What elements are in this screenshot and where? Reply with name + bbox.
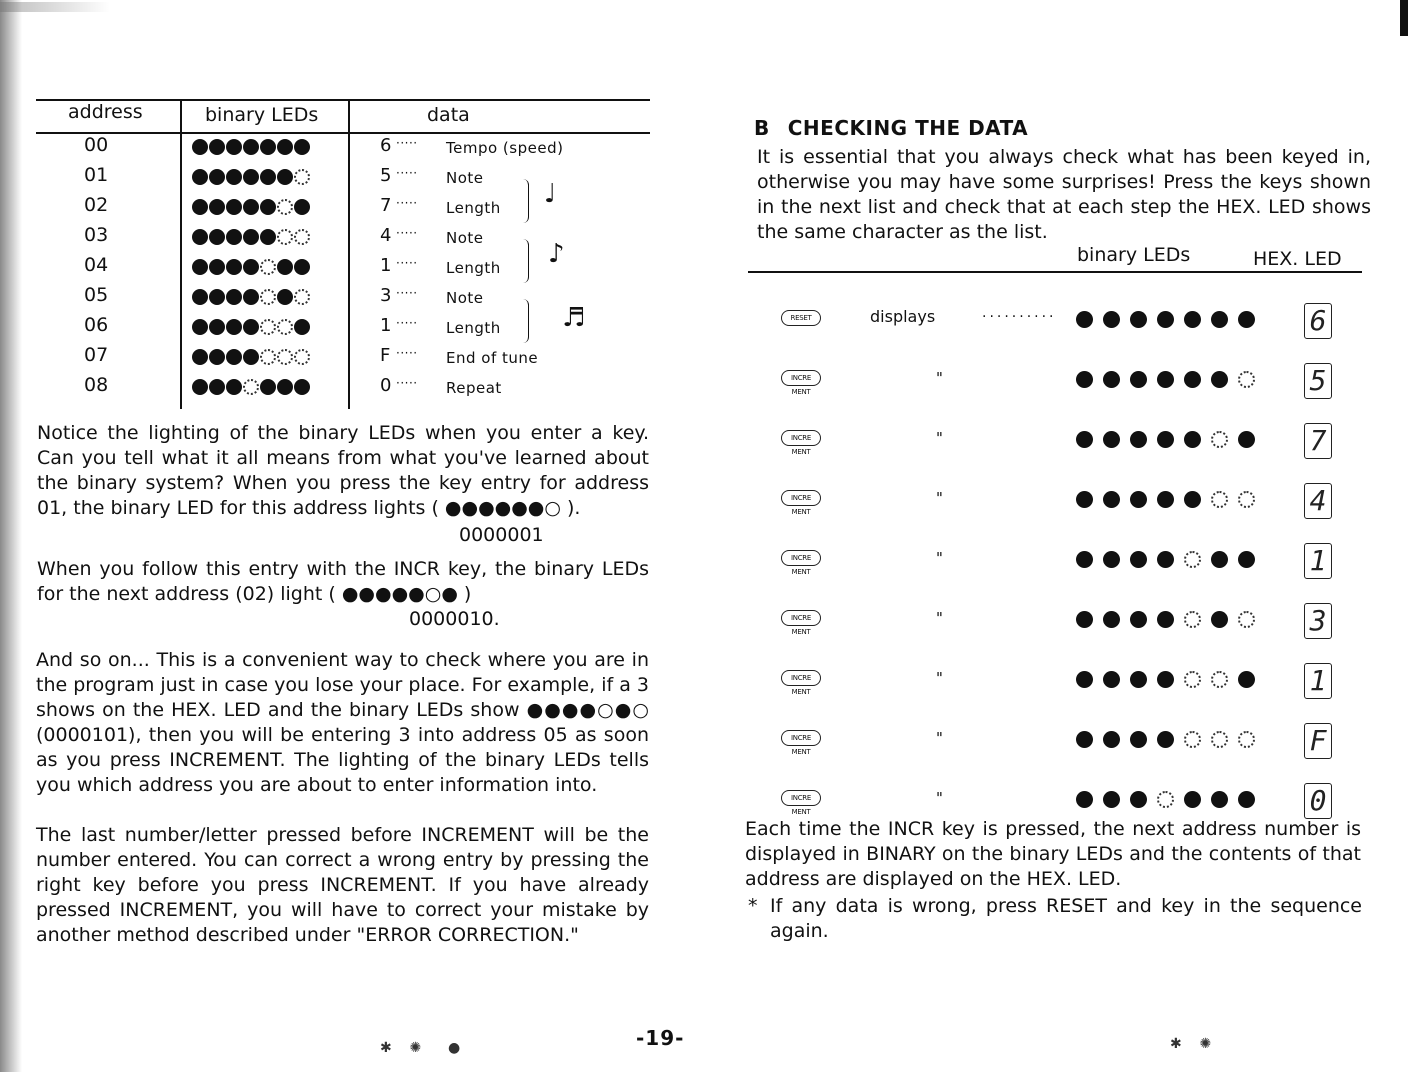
led-on (1157, 491, 1174, 508)
led-on (209, 319, 225, 335)
led-on (260, 139, 276, 155)
paragraph-outro: Each time the INCR key is pressed, the next address number is displayed in BINARY on the binary LEDs and the contents of that address are displayed on the HEX. LED. (745, 818, 1361, 890)
table-data-desc: Length (446, 259, 501, 277)
scan-mark-right (1400, 0, 1408, 36)
leader-dots: ····· (396, 136, 418, 150)
led-on (1130, 791, 1147, 808)
binary-value-02: 0000010. (409, 608, 500, 630)
led-on (209, 349, 225, 365)
led-on (1076, 371, 1093, 388)
led-on (1103, 731, 1120, 748)
led-on (209, 169, 225, 185)
led-on (1238, 431, 1255, 448)
leader-dots: ····· (396, 376, 418, 390)
table-data-value: 5 (380, 165, 392, 186)
leader-dots: ····· (396, 196, 418, 210)
table-data-desc: Length (446, 199, 501, 217)
led-on (209, 199, 225, 215)
table-data-desc: End of tune (446, 349, 539, 367)
hex-led-display: 6 (1304, 303, 1332, 339)
header-hex-led: HEX. LED (1253, 248, 1342, 270)
led-on (1157, 551, 1174, 568)
led-on (226, 139, 242, 155)
led-on (277, 259, 293, 275)
led-on (1130, 371, 1147, 388)
led-on (294, 199, 310, 215)
sequence-binary-leds (1076, 611, 1255, 628)
ditto-mark: " (936, 669, 943, 687)
sequence-binary-leds (1076, 311, 1255, 328)
led-off (277, 319, 293, 335)
ditto-mark: " (936, 429, 943, 447)
led-off (1184, 731, 1201, 748)
led-on (1103, 611, 1120, 628)
table-data-value: 4 (380, 225, 392, 246)
table-binary-leds (192, 379, 310, 395)
led-on (294, 139, 310, 155)
table-address: 00 (84, 134, 109, 156)
table-data-value: 0 (380, 375, 392, 396)
leader-dots: .......... (982, 305, 1057, 321)
table-address: 06 (84, 314, 109, 336)
sequence-binary-leds (1076, 491, 1255, 508)
table-address: 03 (84, 224, 109, 246)
table-address: 08 (84, 374, 109, 396)
note-reset (748, 894, 1362, 944)
led-on (1211, 551, 1228, 568)
led-on (192, 319, 208, 335)
hex-led-display: 4 (1304, 483, 1332, 519)
led-on (1076, 611, 1093, 628)
right-header-rule (748, 271, 1362, 273)
led-on (226, 229, 242, 245)
ditto-mark: " (936, 489, 943, 507)
led-on (226, 319, 242, 335)
led-off (1211, 431, 1228, 448)
led-on (209, 379, 225, 395)
led-on (226, 379, 242, 395)
led-on (294, 379, 310, 395)
sequence-binary-leds (1076, 731, 1255, 748)
table-data-desc: Note (446, 169, 484, 187)
leader-dots: ····· (396, 166, 418, 180)
led-off (260, 289, 276, 305)
led-on (226, 289, 242, 305)
table-divider-1 (180, 99, 182, 409)
half-note-icon: ♩ (544, 179, 557, 209)
led-off (1211, 671, 1228, 688)
led-on (243, 169, 259, 185)
note-star: * (748, 895, 758, 917)
table-address: 01 (84, 164, 109, 186)
sixteenth-note-icon: ♬ (562, 303, 586, 333)
scan-smudge (0, 2, 110, 12)
hex-led-display: 0 (1304, 783, 1332, 819)
led-on (1238, 671, 1255, 688)
led-on (243, 349, 259, 365)
led-on (277, 289, 293, 305)
table-binary-leds (192, 349, 310, 365)
note-text: If any data is wrong, press RESET and key in the sequence again. (770, 895, 1362, 942)
led-on (1103, 551, 1120, 568)
paragraph-binary-leds: Notice the lighting of the binary LEDs when you enter a key. Can you tell what it all means from what you've learned about the binary system? When you press the key entry for address 01, the binary LED for this address lights ( ●●●●●●○ ). (37, 422, 649, 519)
leader-dots: ····· (396, 286, 418, 300)
led-on (1157, 671, 1174, 688)
paragraph-incr-key: When you follow this entry with the INCR key, the binary LEDs for the next address (02) light ( ●●●●●○● ) (37, 558, 649, 605)
displays-label: displays (870, 307, 936, 326)
leader-dots: ····· (396, 256, 418, 270)
led-on (209, 139, 225, 155)
led-on (1103, 371, 1120, 388)
led-off (294, 349, 310, 365)
led-on (1130, 671, 1147, 688)
led-on (226, 169, 242, 185)
table-data-desc: Note (446, 229, 484, 247)
paragraph-and-so-on: And so on... This is a convenient way to check where you are in the program just in case you lose your place. For example, if a 3 shows on the HEX. LED and the binary LEDs show ●●●●○●○ (0000101), then you will be entering 3 into address 05 as soon as you press INCREMENT. The lighting of the binary LEDs tells you which address you are about to enter information into. (36, 649, 649, 796)
led-on (226, 199, 242, 215)
ditto-mark: " (936, 369, 943, 387)
brace-1 (522, 179, 529, 223)
led-off (260, 259, 276, 275)
led-on (243, 139, 259, 155)
table-data-value: 6 (380, 135, 392, 156)
led-off (1238, 611, 1255, 628)
led-on (243, 319, 259, 335)
led-on (226, 259, 242, 275)
sequence-binary-leds (1076, 671, 1255, 688)
table-binary-leds (192, 139, 310, 155)
table-divider-2 (348, 99, 350, 409)
led-off (260, 319, 276, 335)
increment-key-icon: INCRE MENT (781, 430, 821, 446)
page-number: -19- (636, 1026, 685, 1050)
scan-specks: ✱ ✺ ● (380, 1040, 461, 1056)
hex-led-display: F (1304, 723, 1332, 759)
led-on (1184, 791, 1201, 808)
ditto-mark: " (936, 729, 943, 747)
table-data-value: 7 (380, 195, 392, 216)
led-on (1157, 371, 1174, 388)
led-off (1238, 491, 1255, 508)
increment-key-icon: INCRE MENT (781, 610, 821, 626)
led-on (1211, 311, 1228, 328)
led-on (243, 259, 259, 275)
led-on (192, 139, 208, 155)
led-on (1211, 611, 1228, 628)
paragraph-intro: It is essential that you always check what has been keyed in, otherwise you may have some surprises! Press the keys shown in the next list and check that at each step the HEX. LED shows the same character as the list. (757, 146, 1371, 243)
table-data-desc: Length (446, 319, 501, 337)
led-off (243, 379, 259, 395)
led-on (277, 169, 293, 185)
led-on (209, 259, 225, 275)
hex-led-display: 1 (1304, 663, 1332, 699)
table-binary-leds (192, 319, 310, 335)
led-on (192, 289, 208, 305)
table-data-desc: Repeat (446, 379, 502, 397)
section-title: CHECKING THE DATA (787, 116, 1029, 140)
table-address: 04 (84, 254, 109, 276)
led-on (1157, 731, 1174, 748)
led-on (260, 229, 276, 245)
led-off (277, 229, 293, 245)
led-on (1238, 311, 1255, 328)
led-off (277, 199, 293, 215)
ditto-mark: " (936, 549, 943, 567)
led-on (1076, 791, 1093, 808)
led-on (1076, 731, 1093, 748)
led-on (277, 139, 293, 155)
table-binary-leds (192, 289, 310, 305)
led-on (1130, 431, 1147, 448)
sequence-binary-leds (1076, 551, 1255, 568)
led-on (1076, 671, 1093, 688)
table-binary-leds (192, 199, 310, 215)
led-on (294, 259, 310, 275)
led-off (260, 349, 276, 365)
led-on (192, 229, 208, 245)
led-on (209, 289, 225, 305)
led-on (192, 259, 208, 275)
ditto-mark: " (936, 789, 943, 807)
led-on (1130, 551, 1147, 568)
led-on (1130, 491, 1147, 508)
hex-led-display: 1 (1304, 543, 1332, 579)
hex-led-display: 3 (1304, 603, 1332, 639)
led-off (1184, 611, 1201, 628)
binary-value-01: 0000001 (459, 524, 544, 546)
hex-led-display: 7 (1304, 423, 1332, 459)
header-address: address (68, 101, 143, 123)
led-off (1238, 731, 1255, 748)
led-on (1130, 311, 1147, 328)
reset-key-icon: RESET (781, 310, 821, 326)
paragraph-last-number: The last number/letter pressed before INCREMENT will be the number entered. You can correct a wrong entry by pressing the right key before you press INCREMENT. If you have already pressed INCREMENT, you will have to correct your mistake by another method described under "ERROR CORRECTION." (36, 824, 649, 946)
led-on (1238, 551, 1255, 568)
led-on (1076, 491, 1093, 508)
led-on (243, 229, 259, 245)
led-on (1076, 551, 1093, 568)
led-on (192, 199, 208, 215)
table-binary-leds (192, 259, 310, 275)
brace-2 (522, 239, 529, 283)
section-heading (754, 116, 1028, 140)
hex-led-display: 5 (1304, 363, 1332, 399)
led-on (1211, 791, 1228, 808)
led-on (1157, 311, 1174, 328)
led-on (1076, 311, 1093, 328)
table-address: 05 (84, 284, 109, 306)
header-data: data (427, 104, 470, 126)
led-on (1157, 431, 1174, 448)
table-data-value: F (380, 345, 391, 366)
table-header-rule (36, 132, 650, 134)
header-binary-leds-right: binary LEDs (1077, 244, 1191, 266)
led-on (1103, 671, 1120, 688)
scan-specks-right: ✱ ✺ (1170, 1036, 1212, 1052)
led-off (294, 229, 310, 245)
led-off (277, 349, 293, 365)
led-on (192, 169, 208, 185)
sequence-binary-leds (1076, 791, 1255, 808)
led-on (1103, 491, 1120, 508)
address-table (36, 99, 650, 409)
led-off (1238, 371, 1255, 388)
led-on (1103, 311, 1120, 328)
led-on (1184, 371, 1201, 388)
led-on (243, 199, 259, 215)
led-on (1130, 731, 1147, 748)
sequence-binary-leds (1076, 371, 1255, 388)
led-on (226, 349, 242, 365)
table-data-desc: Note (446, 289, 484, 307)
led-on (277, 379, 293, 395)
leader-dots: ····· (396, 316, 418, 330)
table-data-value: 1 (380, 315, 392, 336)
led-off (1157, 791, 1174, 808)
table-binary-leds (192, 169, 310, 185)
led-on (1157, 611, 1174, 628)
table-data-value: 3 (380, 285, 392, 306)
led-off (294, 169, 310, 185)
table-data-desc: Tempo (speed) (446, 139, 564, 157)
increment-key-icon: INCRE MENT (781, 670, 821, 686)
led-on (1184, 431, 1201, 448)
brace-3 (522, 299, 529, 343)
increment-key-icon: INCRE MENT (781, 790, 821, 806)
sequence-binary-leds (1076, 431, 1255, 448)
led-on (1130, 611, 1147, 628)
led-on (1238, 791, 1255, 808)
led-off (1184, 551, 1201, 568)
led-off (1211, 731, 1228, 748)
increment-key-icon: INCRE MENT (781, 730, 821, 746)
led-on (294, 319, 310, 335)
table-data-value: 1 (380, 255, 392, 276)
led-on (260, 169, 276, 185)
led-on (260, 379, 276, 395)
led-off (1211, 491, 1228, 508)
leader-dots: ····· (396, 346, 418, 360)
led-on (1076, 431, 1093, 448)
table-address: 02 (84, 194, 109, 216)
led-on (192, 379, 208, 395)
led-on (192, 349, 208, 365)
led-on (1184, 491, 1201, 508)
increment-key-icon: INCRE MENT (781, 550, 821, 566)
table-address: 07 (84, 344, 109, 366)
led-off (1184, 671, 1201, 688)
led-on (243, 289, 259, 305)
led-off (294, 289, 310, 305)
led-on (209, 229, 225, 245)
led-on (1211, 371, 1228, 388)
led-on (1184, 311, 1201, 328)
eighth-note-icon: ♪ (548, 239, 565, 269)
leader-dots: ····· (396, 226, 418, 240)
increment-key-icon: INCRE MENT (781, 370, 821, 386)
led-on (260, 199, 276, 215)
header-binary-leds: binary LEDs (205, 104, 319, 126)
scan-shadow-left (0, 0, 22, 1072)
section-letter: B (754, 116, 770, 140)
led-on (1103, 791, 1120, 808)
table-binary-leds (192, 229, 310, 245)
ditto-mark: " (936, 609, 943, 627)
increment-key-icon: INCRE MENT (781, 490, 821, 506)
led-on (1103, 431, 1120, 448)
